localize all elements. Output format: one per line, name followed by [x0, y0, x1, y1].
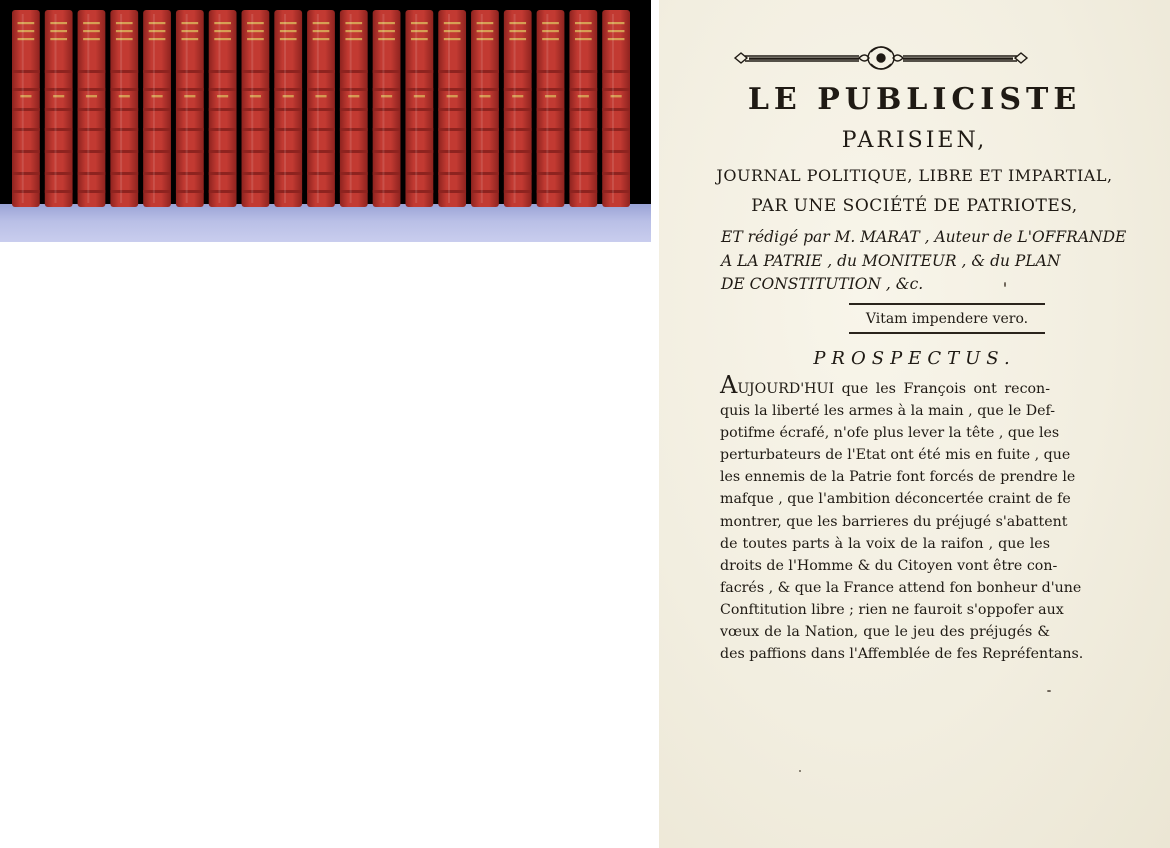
- spine-gilt-title: [411, 30, 428, 32]
- book-spine: [471, 10, 499, 207]
- spine-band: [438, 108, 466, 111]
- spine-band: [176, 70, 204, 73]
- spine-band: [143, 70, 171, 73]
- spine-band: [110, 172, 138, 175]
- spine-highlight: [546, 14, 548, 203]
- spine-highlight: [350, 14, 352, 203]
- spine-band: [209, 128, 237, 131]
- spine-band: [340, 190, 368, 193]
- spine-band: [12, 128, 40, 131]
- spine-gilt-title: [542, 22, 559, 24]
- spine-gilt-title: [477, 22, 494, 24]
- spine-highlight: [22, 14, 24, 203]
- prospectus-heading: PROSPECTUS.: [813, 348, 1016, 369]
- spine-band: [373, 172, 401, 175]
- spine-band: [504, 88, 532, 91]
- spine-band: [274, 172, 302, 175]
- spine-band: [340, 172, 368, 175]
- spine-band: [307, 150, 335, 153]
- spine-band: [45, 108, 73, 111]
- spine-band: [438, 172, 466, 175]
- edited-line: ET rédigé par M. MARAT , Auteur de L'OFFRANDE: [721, 228, 1127, 246]
- spine-band: [242, 88, 270, 91]
- spine-gilt-title: [247, 22, 264, 24]
- spine-gilt-title: [575, 30, 592, 32]
- book-spine: [110, 10, 138, 207]
- book-spine: [307, 10, 335, 207]
- prospectus-line: Conftitution libre ; rien ne fauroit s'oppofer aux: [720, 601, 1064, 618]
- spine-band: [438, 128, 466, 131]
- prospectus-line: quis la liberté les armes à la main , que le Def-: [720, 403, 1056, 420]
- prospectus-line: potifme écrafé, n'ofe plus lever la tête , que les: [720, 425, 1060, 442]
- spine-gilt-title: [214, 22, 231, 24]
- drop-cap: A: [720, 371, 738, 399]
- spine-band: [274, 128, 302, 131]
- spine-band: [45, 150, 73, 153]
- title-page: [659, 0, 1170, 848]
- spine-highlight: [87, 14, 89, 203]
- spine-band: [405, 70, 433, 73]
- prospectus-line: droits de l'Homme & du Citoyen vont être con-: [720, 557, 1058, 574]
- spine-band: [274, 88, 302, 91]
- spine-band: [569, 190, 597, 193]
- spine-band: [78, 70, 106, 73]
- spine-gilt-title: [247, 38, 264, 40]
- spine-band: [209, 70, 237, 73]
- spine-band: [12, 70, 40, 73]
- spine-band: [569, 172, 597, 175]
- spine-gilt-title: [50, 38, 67, 40]
- spine-gilt-title: [313, 38, 330, 40]
- prospectus-text: [720, 371, 1084, 665]
- book-spine: [12, 10, 40, 207]
- spine-band: [537, 150, 565, 153]
- spine-band: [110, 190, 138, 193]
- spine-band: [373, 190, 401, 193]
- ornamental-rule-icon: [731, 44, 1031, 74]
- spine-gilt-title: [509, 22, 526, 24]
- spine-band: [176, 150, 204, 153]
- spine-band: [471, 172, 499, 175]
- spine-band: [569, 108, 597, 111]
- book-spine: [340, 10, 368, 207]
- spine-highlight: [284, 14, 286, 203]
- spine-gilt-title: [182, 22, 199, 24]
- spine-band: [12, 150, 40, 153]
- subtitle: PARISIEN,: [841, 128, 988, 153]
- spine-band: [143, 128, 171, 131]
- spine-band: [176, 88, 204, 91]
- spine-band: [405, 108, 433, 111]
- image-gutter: [651, 0, 659, 848]
- book-spine: [373, 10, 401, 207]
- spine-band: [143, 150, 171, 153]
- spine-band: [569, 70, 597, 73]
- main-title: LE PUBLICISTE: [747, 82, 1082, 117]
- spine-highlight: [448, 14, 450, 203]
- book-spine: [242, 10, 270, 207]
- spine-band: [569, 150, 597, 153]
- spine-band: [12, 190, 40, 193]
- spine-highlight: [481, 14, 483, 203]
- spine-band: [373, 70, 401, 73]
- spine-band: [12, 88, 40, 91]
- spine-band: [373, 108, 401, 111]
- spine-gilt-title: [509, 30, 526, 32]
- spine-gilt-title: [378, 38, 395, 40]
- spine-highlight: [251, 14, 253, 203]
- spine-band: [537, 190, 565, 193]
- spine-band: [373, 150, 401, 153]
- spine-gilt-title: [509, 38, 526, 40]
- spine-band: [405, 190, 433, 193]
- spine-band: [504, 172, 532, 175]
- spine-gilt-title: [149, 30, 166, 32]
- spine-band: [242, 70, 270, 73]
- paper-speck: [1047, 690, 1051, 692]
- spine-highlight: [317, 14, 319, 203]
- epigraph-rule-bottom: [849, 332, 1045, 334]
- spine-highlight: [218, 14, 220, 203]
- spine-band: [307, 70, 335, 73]
- spine-band: [405, 150, 433, 153]
- spine-band: [242, 108, 270, 111]
- spine-gilt-title: [345, 22, 362, 24]
- spine-band: [78, 108, 106, 111]
- spine-band: [602, 190, 630, 193]
- prospectus-line: mafque , que l'ambition déconcertée craint de fe: [720, 491, 1071, 508]
- epigraph: Vitam impendere vero.: [865, 311, 1029, 327]
- spine-gilt-title: [214, 38, 231, 40]
- paper-speck: [1004, 282, 1006, 287]
- spine-band: [602, 128, 630, 131]
- spine-band: [340, 128, 368, 131]
- spine-band: [373, 128, 401, 131]
- spine-band: [405, 88, 433, 91]
- spine-band: [78, 190, 106, 193]
- spine-band: [209, 150, 237, 153]
- spine-band: [569, 88, 597, 91]
- spine-band: [307, 108, 335, 111]
- spine-band: [340, 108, 368, 111]
- spine-highlight: [514, 14, 516, 203]
- spine-band: [373, 88, 401, 91]
- spine-band: [340, 70, 368, 73]
- spine-gilt-title: [608, 30, 625, 32]
- spine-band: [602, 88, 630, 91]
- spine-band: [537, 172, 565, 175]
- spine-gilt-title: [18, 38, 35, 40]
- spine-band: [405, 172, 433, 175]
- book-spine: [537, 10, 565, 207]
- spine-gilt-title: [18, 22, 35, 24]
- spine-band: [438, 70, 466, 73]
- journal-line: JOURNAL POLITIQUE, LIBRE ET IMPARTIAL,: [716, 166, 1113, 185]
- spine-gilt-title: [116, 38, 133, 40]
- spine-gilt-title: [477, 38, 494, 40]
- spine-band: [274, 108, 302, 111]
- spine-band: [537, 128, 565, 131]
- spine-gilt-title: [542, 30, 559, 32]
- spine-band: [110, 88, 138, 91]
- spine-gilt-title: [149, 38, 166, 40]
- spine-highlight: [579, 14, 581, 203]
- spine-gilt-title: [608, 38, 625, 40]
- spine-band: [307, 190, 335, 193]
- spine-band: [274, 150, 302, 153]
- spine-gilt-title: [411, 38, 428, 40]
- spine-gilt-title: [444, 30, 461, 32]
- spine-band: [209, 172, 237, 175]
- spine-band: [143, 88, 171, 91]
- spine-band: [110, 108, 138, 111]
- book-spine: [78, 10, 106, 207]
- spine-band: [78, 128, 106, 131]
- spine-band: [209, 88, 237, 91]
- spine-gilt-title: [542, 38, 559, 40]
- prospectus-line: des paffions dans l'Affemblée de fes Repréfentans.: [720, 646, 1084, 663]
- spine-band: [504, 150, 532, 153]
- prospectus-line: vœux de la Nation, que le jeu des préjugés &: [720, 624, 1050, 641]
- spine-band: [438, 150, 466, 153]
- spine-band: [537, 88, 565, 91]
- spine-band: [78, 172, 106, 175]
- spine-gilt-title: [182, 30, 199, 32]
- spine-gilt-title: [247, 30, 264, 32]
- spine-band: [143, 172, 171, 175]
- spine-gilt-title: [345, 38, 362, 40]
- spine-band: [45, 190, 73, 193]
- spine-highlight: [612, 14, 614, 203]
- spine-band: [471, 88, 499, 91]
- spine-band: [242, 172, 270, 175]
- book-spine: [209, 10, 237, 207]
- spine-gilt-title: [280, 38, 297, 40]
- spine-band: [537, 108, 565, 111]
- spine-band: [504, 190, 532, 193]
- spine-highlight: [382, 14, 384, 203]
- spine-band: [274, 70, 302, 73]
- spine-gilt-title: [214, 30, 231, 32]
- spine-gilt-title: [444, 38, 461, 40]
- spine-band: [537, 70, 565, 73]
- book-spine: [176, 10, 204, 207]
- spine-band: [110, 70, 138, 73]
- spine-gilt-title: [116, 30, 133, 32]
- spine-band: [78, 150, 106, 153]
- spine-band: [471, 108, 499, 111]
- spine-band: [504, 70, 532, 73]
- spine-highlight: [415, 14, 417, 203]
- spine-band: [176, 108, 204, 111]
- edited-line: A LA PATRIE , du MONITEUR , & du PLAN: [721, 252, 1061, 270]
- spine-band: [242, 190, 270, 193]
- spine-band: [176, 172, 204, 175]
- prospectus-line: montrer, que les barrieres du préjugé s'abattent: [720, 513, 1068, 530]
- prospectus-line: facrés , & que la France attend fon bonheur d'une: [720, 579, 1082, 596]
- spine-band: [471, 190, 499, 193]
- prospectus-line: de toutes parts à la voix de la raifon , que les: [720, 535, 1050, 552]
- spine-gilt-title: [83, 30, 100, 32]
- spine-band: [45, 70, 73, 73]
- spine-band: [242, 150, 270, 153]
- spine-band: [209, 108, 237, 111]
- spine-band: [602, 70, 630, 73]
- book-spine: [504, 10, 532, 207]
- prospectus-line: les ennemis de la Patrie font forcés de prendre le: [720, 469, 1076, 486]
- edited-line: DE CONSTITUTION , &c.: [721, 275, 924, 293]
- spine-highlight: [153, 14, 155, 203]
- spine-gilt-title: [444, 22, 461, 24]
- spine-gilt-title: [18, 30, 35, 32]
- spine-band: [471, 70, 499, 73]
- spine-band: [602, 108, 630, 111]
- spine-gilt-title: [313, 30, 330, 32]
- spine-highlight: [120, 14, 122, 203]
- spine-band: [176, 128, 204, 131]
- spine-band: [45, 88, 73, 91]
- spine-band: [12, 172, 40, 175]
- spine-gilt-title: [575, 22, 592, 24]
- spine-band: [143, 190, 171, 193]
- book-spine: [143, 10, 171, 207]
- spine-gilt-title: [182, 38, 199, 40]
- spine-band: [110, 128, 138, 131]
- book-spine: [602, 10, 630, 207]
- epigraph-rule-top: [849, 303, 1045, 305]
- spine-gilt-title: [116, 22, 133, 24]
- spine-gilt-title: [608, 22, 625, 24]
- spine-band: [405, 128, 433, 131]
- spine-band: [274, 190, 302, 193]
- spine-band: [307, 128, 335, 131]
- spine-gilt-title: [83, 38, 100, 40]
- spine-gilt-title: [50, 30, 67, 32]
- prospectus-line: perturbateurs de l'Etat ont été mis en fuite , que: [720, 447, 1071, 464]
- spine-gilt-title: [280, 30, 297, 32]
- spine-gilt-title: [411, 22, 428, 24]
- spine-band: [78, 88, 106, 91]
- spine-band: [438, 88, 466, 91]
- spine-band: [12, 108, 40, 111]
- spine-band: [209, 190, 237, 193]
- spine-band: [504, 128, 532, 131]
- book-spine: [405, 10, 433, 207]
- spines-group: [0, 0, 651, 242]
- spine-band: [242, 128, 270, 131]
- spine-band: [340, 150, 368, 153]
- spine-highlight: [186, 14, 188, 203]
- book-spine: [569, 10, 597, 207]
- book-spine: [45, 10, 73, 207]
- spine-band: [307, 88, 335, 91]
- spine-band: [602, 150, 630, 153]
- spine-band: [307, 172, 335, 175]
- spine-band: [45, 172, 73, 175]
- books-photo: [0, 0, 651, 242]
- book-spine: [438, 10, 466, 207]
- spine-gilt-title: [50, 22, 67, 24]
- spine-gilt-title: [575, 38, 592, 40]
- book-spine: [274, 10, 302, 207]
- spine-band: [569, 128, 597, 131]
- spine-gilt-title: [378, 22, 395, 24]
- prospectus-first-line: UJOURD'HUI que les François ont recon-: [737, 381, 1050, 397]
- spine-band: [176, 190, 204, 193]
- spine-gilt-title: [378, 30, 395, 32]
- spine-gilt-title: [345, 30, 362, 32]
- spine-band: [438, 190, 466, 193]
- spine-gilt-title: [477, 30, 494, 32]
- spine-band: [602, 172, 630, 175]
- spine-gilt-title: [83, 22, 100, 24]
- paper-speck: [799, 770, 801, 772]
- spine-band: [471, 150, 499, 153]
- spine-band: [45, 128, 73, 131]
- spine-band: [471, 128, 499, 131]
- spine-gilt-title: [313, 22, 330, 24]
- prospectus-line: [720, 371, 1050, 400]
- spine-highlight: [55, 14, 57, 203]
- spine-band: [143, 108, 171, 111]
- authors-line: PAR UNE SOCIÉTÉ DE PATRIOTES,: [751, 196, 1078, 216]
- spine-gilt-title: [149, 22, 166, 24]
- spine-gilt-title: [280, 22, 297, 24]
- spine-band: [504, 108, 532, 111]
- spine-band: [110, 150, 138, 153]
- spine-band: [340, 88, 368, 91]
